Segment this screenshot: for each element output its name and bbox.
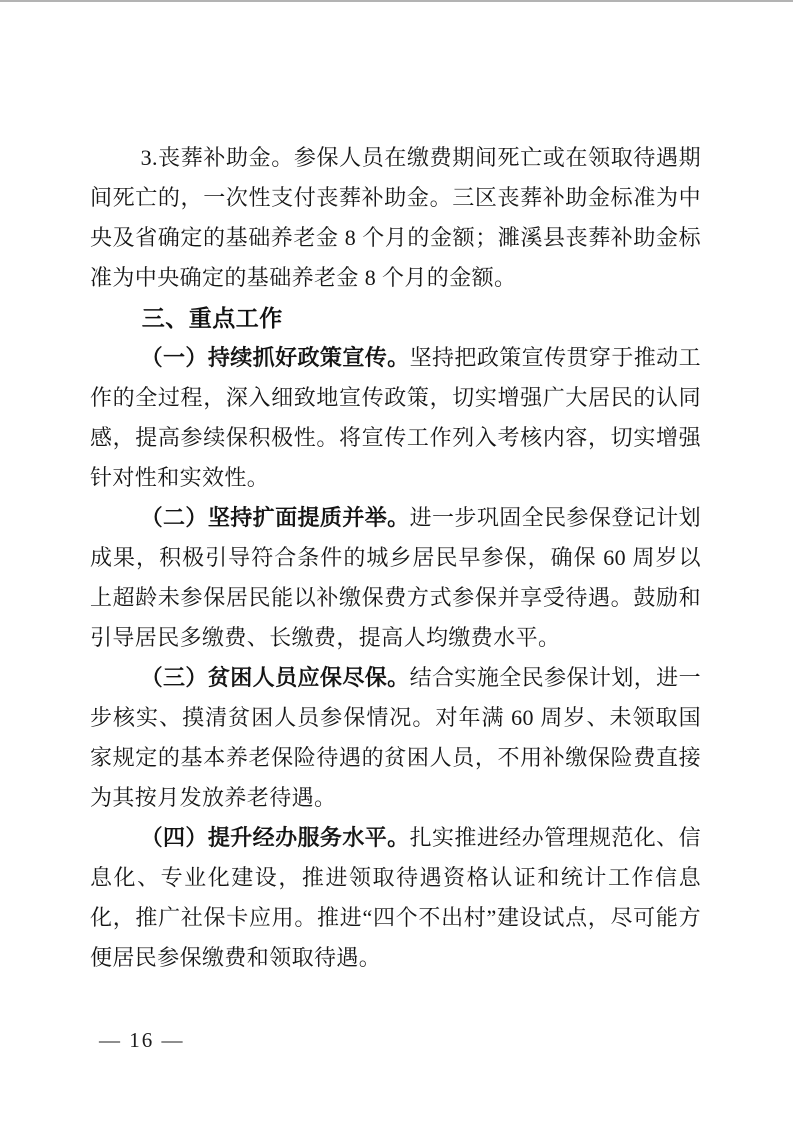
paragraph-text: 进一步巩固全民参保登记计划成果，积极引导符合条件的城乡居民早参保，确保 60 周岁以上超龄未参保居民能以补缴保费方式参保并享受待遇。鼓励和引导居民多缴费、长缴费，提高人均缴费水平。 bbox=[90, 505, 701, 650]
paragraph-text: 坚持把政策宣传贯穿于推动工作的全过程，深入细致地宣传政策，切实增强广大居民的认同感，提高参续保积极性。将宣传工作列入考核内容，切实增强针对性和实效性。 bbox=[90, 345, 701, 490]
paragraph-lead: （一）持续抓好政策宣传。 bbox=[140, 345, 410, 370]
paragraph-text: 扎实推进经办管理规范化、信息化、专业化建设，推进领取待遇资格认证和统计工作信息化，推广社保卡应用。推进“四个不出村”建设试点，尽可能方便居民参保缴费和领取待遇。 bbox=[90, 825, 701, 970]
document-body bbox=[90, 138, 701, 978]
paragraph-item-coverage-expansion bbox=[90, 498, 701, 658]
paragraph-item-poverty-coverage bbox=[90, 658, 701, 818]
page-number: — 16 — bbox=[99, 1028, 185, 1052]
paragraph-lead: （四）提升经办服务水平。 bbox=[140, 825, 410, 850]
section-heading-key-tasks: 三、重点工作 bbox=[141, 305, 283, 331]
paragraph-item-policy-promotion bbox=[90, 338, 701, 498]
paragraph-text: 3.丧葬补助金。参保人员在缴费期间死亡或在领取待遇期间死亡的，一次性支付丧葬补助金。三区丧葬补助金标准为中央及省确定的基础养老金 8 个月的金额；濉溪县丧葬补助金标准为中央确定的基础养老金 8 个月的金额。 bbox=[90, 145, 701, 290]
paragraph-lead: （二）坚持扩面提质并举。 bbox=[140, 505, 410, 530]
paragraph-item-service-improvement bbox=[90, 818, 701, 978]
scan-top-edge-line bbox=[0, 0, 793, 2]
paragraph-lead: （三）贫困人员应保尽保。 bbox=[140, 665, 410, 690]
paragraph-funeral-subsidy bbox=[90, 138, 701, 298]
paragraph-text: 结合实施全民参保计划，进一步核实、摸清贫困人员参保情况。对年满 60 周岁、未领取国家规定的基本养老保险待遇的贫困人员，不用补缴保险费直接为其按月发放养老待遇。 bbox=[90, 665, 701, 810]
